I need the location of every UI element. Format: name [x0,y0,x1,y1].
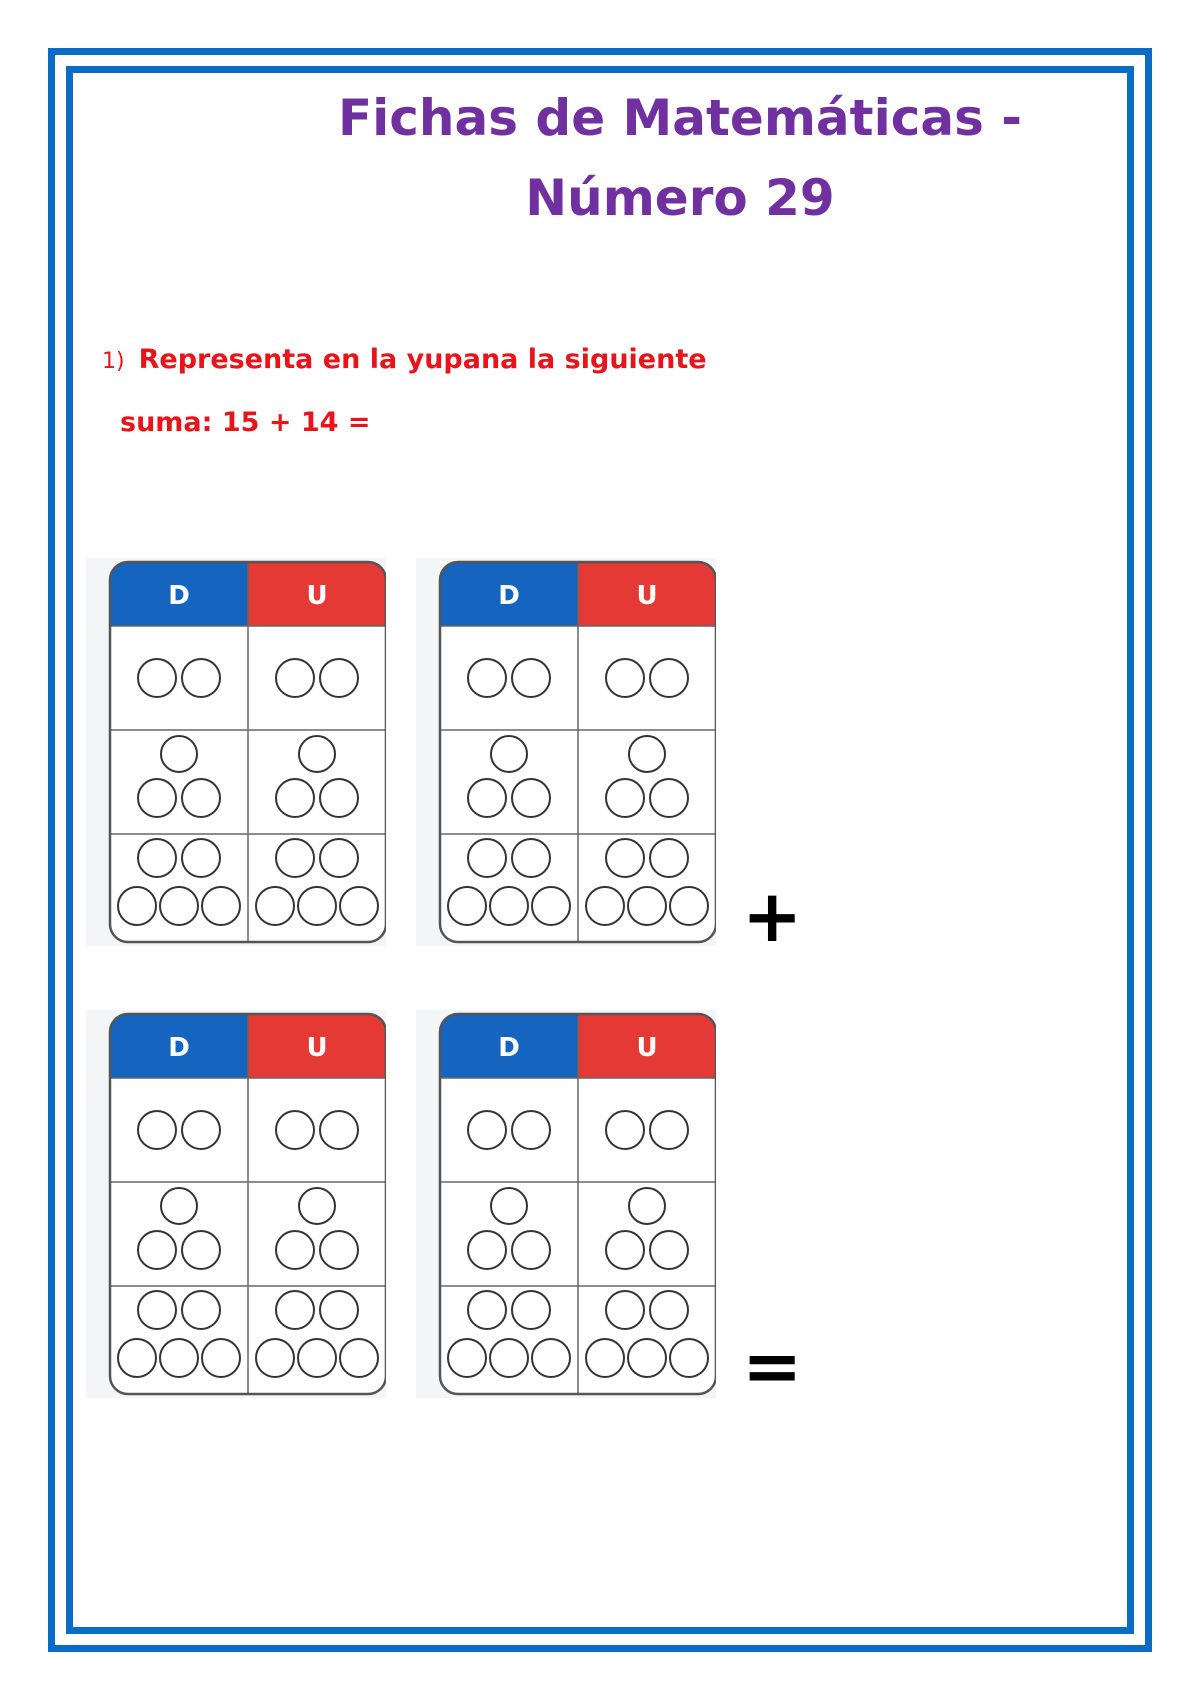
title-line-2: Número 29 [525,169,835,227]
yupana-graphic [416,558,716,946]
yupana-board [86,558,386,946]
equals-sign: = [742,1324,803,1408]
tens-label: D [168,1033,190,1063]
tens-label: D [498,581,520,611]
units-label: U [636,1033,658,1063]
yupana-board [416,558,716,946]
yupana-graphic [416,1010,716,1398]
yupana-board [86,1010,386,1398]
exercise-number: 1) [102,349,125,374]
units-label: U [306,1033,328,1063]
tens-label: D [168,581,190,611]
units-label: U [636,581,658,611]
worksheet-title [220,78,1140,238]
tens-label: D [498,1033,520,1063]
plus-sign: + [742,874,803,958]
exercise-instruction [102,344,707,375]
units-label: U [306,581,328,611]
title-line-1: Fichas de Matemáticas - [337,89,1023,147]
yupana-board [416,1010,716,1398]
yupana-graphic [86,558,386,946]
exercise-text-line-2: suma: 15 + 14 = [120,407,371,438]
yupana-graphic [86,1010,386,1398]
exercise-text-line-1: Representa en la yupana la siguiente [138,344,707,375]
